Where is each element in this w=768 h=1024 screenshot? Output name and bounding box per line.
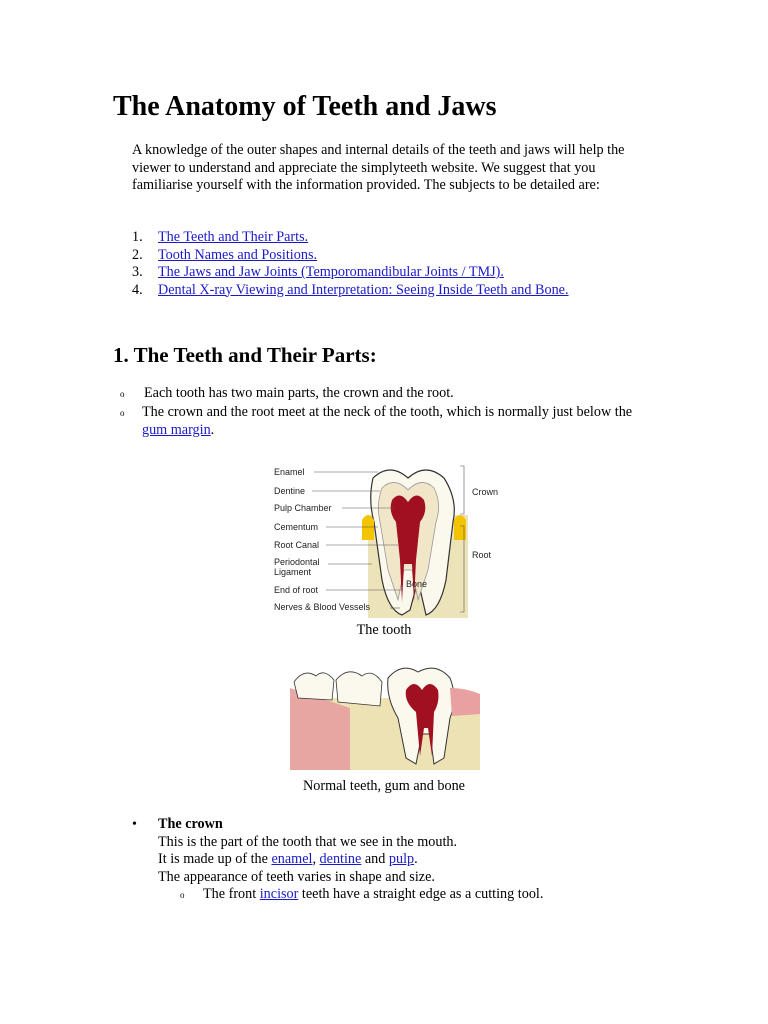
label-crown: Crown (472, 487, 499, 497)
label-bone: Bone (406, 579, 428, 589)
molar-left (294, 673, 334, 700)
topic-number: 3. (132, 264, 143, 280)
gum-right-side (450, 688, 480, 716)
topic-item (132, 247, 569, 265)
normal-teeth-caption: Normal teeth, gum and bone (303, 778, 465, 794)
crown-line-3: The appearance of teeth varies in shape and size. (158, 868, 435, 885)
intro-paragraph: A knowledge of the outer shapes and internal details of the teeth and jaws will help the viewer to understand and appreciate the simplyteeth website. We suggest that you familiarise yourself with the information provided. The subjects to be detailed are: (132, 142, 625, 193)
topic-link-teeth-parts[interactable]: The Teeth and Their Parts. (158, 229, 309, 245)
topic-item (132, 229, 569, 247)
pulp-link[interactable]: pulp (388, 851, 415, 867)
bullet-marker: o (120, 408, 125, 418)
point-text-part: The crown and the root meet at the neck of the tooth, which is normally just below the (141, 404, 633, 420)
label-enamel: Enamel (274, 467, 305, 477)
label-cementum: Cementum (274, 522, 319, 532)
page-title: The Anatomy of Teeth and Jaws (113, 91, 497, 122)
topic-link-xray[interactable]: Dental X-ray Viewing and Interpretation: Seeing Inside Teeth and Bone. (158, 281, 569, 298)
label-periodontal: Periodontal (274, 557, 320, 567)
crown-line-2-text: It is made up of the (158, 851, 268, 867)
molar-middle (336, 672, 382, 706)
comma: , (312, 851, 316, 867)
enamel-link[interactable]: enamel (271, 851, 313, 867)
bullet-marker: o (180, 890, 185, 900)
crown-heading: The crown (158, 816, 223, 832)
tooth-caption: The tooth (356, 622, 412, 638)
gum-margin-link[interactable]: gum margin (141, 421, 211, 438)
topic-number: 2. (132, 246, 143, 263)
label-root-canal: Root Canal (274, 540, 320, 550)
label-nerves: Nerves & Blood Vessels (274, 602, 371, 612)
section-points-list (120, 385, 660, 439)
label-ligament: Ligament (274, 567, 312, 577)
label-root: Root (472, 550, 492, 560)
gum-left (362, 515, 374, 540)
label-pulp-chamber: Pulp Chamber (274, 503, 332, 513)
crown-line-1: This is the part of the tooth that we see in the mouth. (158, 833, 458, 850)
point-text: Each tooth has two main parts, the crown and the root. (144, 385, 454, 401)
label-end-of-root: End of root (274, 585, 319, 595)
list-item (132, 816, 692, 834)
topic-item (132, 282, 569, 300)
point-text (142, 404, 660, 439)
topic-number: 1. (132, 229, 143, 245)
label-dentine: Dentine (274, 486, 306, 496)
list-item (120, 404, 660, 439)
crown-line-2 (132, 851, 692, 869)
tooth-diagram (268, 460, 510, 618)
incisor-link[interactable]: incisor (259, 886, 299, 902)
list-item (120, 385, 660, 404)
teeth-gum-bone-illustration (290, 658, 480, 770)
bullet-marker: • (132, 817, 137, 832)
incisor-text-pre: The front (203, 886, 257, 902)
section-heading: 1. The Teeth and Their Parts: (113, 343, 377, 367)
list-item (132, 886, 692, 905)
topic-item (132, 264, 569, 282)
point-text-end: . (210, 421, 215, 438)
period: . (414, 851, 418, 867)
dentine-link[interactable]: dentine (319, 851, 362, 867)
topic-link-jaws-tmj[interactable]: The Jaws and Jaw Joints (Temporomandibular Joints / TMJ). (158, 264, 504, 280)
bullet-marker: o (120, 389, 125, 399)
topic-link-tooth-names[interactable]: Tooth Names and Positions. (158, 246, 318, 263)
crown-section (132, 816, 692, 905)
and-word: and (364, 851, 386, 867)
incisor-text-post: teeth have a straight edge as a cutting tool. (301, 886, 544, 902)
topic-number: 4. (132, 281, 143, 298)
topics-list (132, 229, 569, 299)
incisor-text (203, 886, 543, 905)
